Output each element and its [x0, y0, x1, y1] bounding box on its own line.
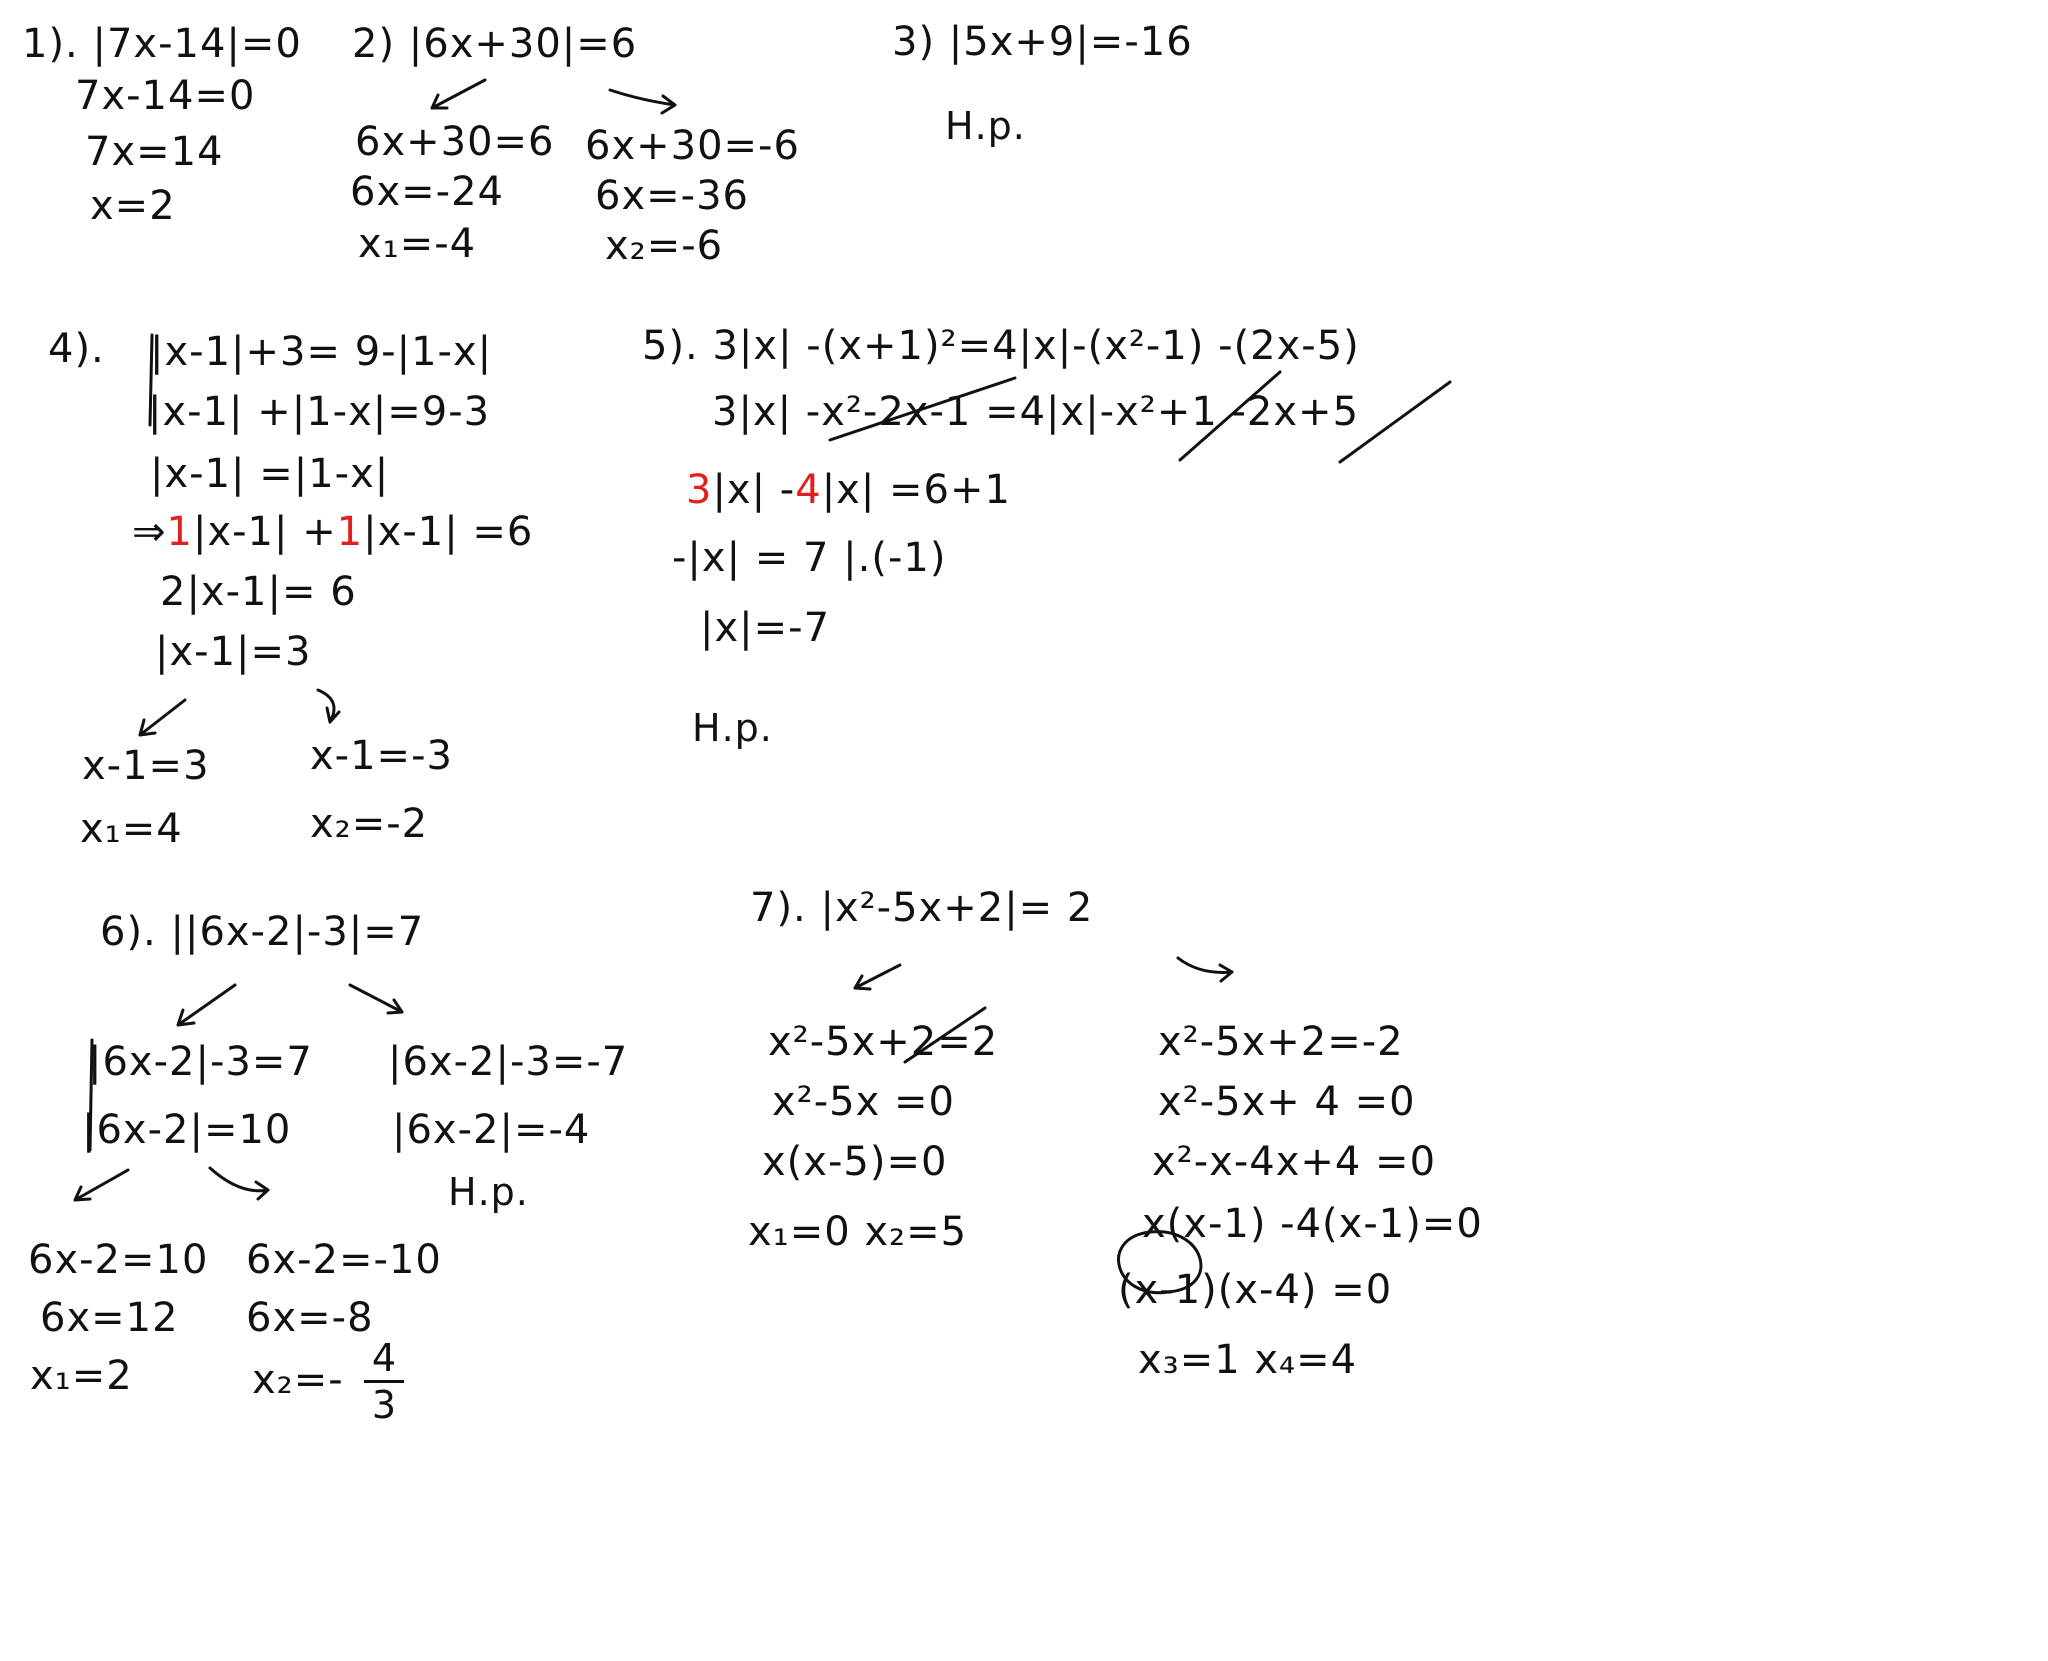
p6-right-line1: |6x-2|-3=-7 — [388, 1039, 629, 1085]
p5-line2: 3|x| -x²-2x-1 =4|x|-x²+1 -2x+5 — [712, 389, 1360, 435]
p6-ll-line1: 6x-2=10 — [28, 1237, 209, 1283]
p7-right-line4: x(x-1) -4(x-1)=0 — [1142, 1201, 1483, 1247]
p7-left-line3: x(x-5)=0 — [762, 1139, 948, 1185]
p4-line3: |x-1| =|1-x| — [150, 451, 390, 497]
p6-lr-line1: 6x-2=-10 — [246, 1237, 442, 1283]
p6-bracket-left — [90, 1040, 92, 1150]
p4-line5: 2|x-1|= 6 — [160, 569, 357, 615]
p1-line1: 7x-14=0 — [75, 73, 256, 119]
p6-header: 6). ||6x-2|-3|=7 — [100, 909, 425, 955]
p4-right-arrow — [318, 690, 339, 722]
p4-right-line1: x-1=-3 — [310, 733, 453, 779]
p2-right-line1: 6x+30=-6 — [585, 123, 800, 169]
p7-left-arrow — [855, 965, 900, 989]
p5-line3-end: |x| =6+1 — [821, 467, 1011, 513]
p6-ll-line3: x₁=2 — [30, 1353, 133, 1399]
p6-lr-line3: x₂=- — [252, 1357, 344, 1403]
p7-circle — [1119, 1232, 1201, 1293]
p6-left-line2: |6x-2|=10 — [82, 1107, 292, 1153]
p5-line3-mid: |x| - — [712, 467, 796, 513]
p1-header: 1). |7x-14|=0 — [22, 21, 302, 67]
implies-arrow: ⇒ — [132, 509, 167, 555]
p3-answer: Н.р. — [945, 104, 1026, 148]
p5-strike-3 — [1340, 382, 1450, 462]
p7-right-line1: x²-5x+2=-2 — [1158, 1019, 1404, 1065]
p6-right-answer: Н.р. — [448, 1170, 529, 1214]
p4-left-line1: x-1=3 — [82, 743, 210, 789]
p5-strike-1 — [830, 378, 1015, 440]
p4-right-line2: x₂=-2 — [310, 801, 429, 847]
p6-ll-line2: 6x=12 — [40, 1295, 179, 1341]
p3-header: 3) |5x+9|=-16 — [892, 19, 1193, 65]
p2-right-arrow — [610, 90, 675, 113]
p6-right-arrow — [350, 985, 402, 1013]
p7-right-arrow — [1178, 958, 1232, 981]
p2-header: 2) |6x+30|=6 — [352, 21, 638, 67]
p2-right-line3: x₂=-6 — [605, 223, 724, 269]
p7-header: 7). |x²-5x+2|= 2 — [750, 885, 1094, 931]
p7-right-line5: (x-1)(x-4) =0 — [1118, 1267, 1393, 1313]
p4-line4-mid: |x-1| + — [192, 509, 337, 555]
p7-right-line3: x²-x-4x+4 =0 — [1152, 1139, 1437, 1185]
p7-left-line2: x²-5x =0 — [772, 1079, 955, 1125]
p4-line2: |x-1| +|1-x|=9-3 — [148, 389, 491, 435]
p4-left-arrow — [140, 700, 185, 735]
p7-strike — [905, 1008, 985, 1062]
p4-bracket — [150, 335, 152, 425]
p4-left-line2: x₁=4 — [80, 806, 183, 852]
p2-left-line1: 6x+30=6 — [355, 119, 555, 165]
p5-red-coef-1: 3 — [686, 467, 713, 513]
p7-left-line1: x²-5x+2=2 — [768, 1019, 999, 1065]
p7-left-line4: x₁=0 x₂=5 — [748, 1209, 968, 1255]
p5-line4: -|x| = 7 |.(-1) — [672, 535, 947, 581]
p5-line1: 5). 3|x| -(x+1)²=4|x|-(x²-1) -(2x-5) — [642, 323, 1360, 369]
p1-line2: 7x=14 — [85, 129, 224, 175]
p4-line4-end: |x-1| =6 — [363, 509, 534, 555]
p6-ll-arrow — [75, 1170, 128, 1200]
p6-left-line1: |6x-2|-3=7 — [88, 1039, 313, 1085]
p2-left-arrow — [432, 80, 485, 108]
p5-line5: |x|=-7 — [700, 605, 831, 651]
p1-line3: x=2 — [90, 183, 176, 229]
p4-line1: |x-1|+3= 9-|1-x| — [150, 329, 493, 375]
p4-number: 4). — [48, 326, 105, 372]
p6-right-line2: |6x-2|=-4 — [392, 1107, 591, 1153]
p5-strike-2 — [1180, 372, 1280, 460]
fraction-numerator: 4 — [371, 1336, 397, 1380]
p6-lr-line2: 6x=-8 — [246, 1295, 374, 1341]
p4-red-coef-1: 1 — [166, 509, 193, 555]
fraction-denominator: 3 — [371, 1383, 397, 1427]
p2-right-line2: 6x=-36 — [595, 173, 749, 219]
p2-left-line3: x₁=-4 — [358, 221, 477, 267]
p4-red-coef-2: 1 — [336, 509, 364, 555]
p7-right-line6: x₃=1 x₄=4 — [1138, 1337, 1358, 1383]
p5-red-coef-2: 4 — [795, 467, 822, 513]
p7-right-line2: x²-5x+ 4 =0 — [1158, 1079, 1416, 1125]
p6-left-arrow — [178, 985, 235, 1025]
p2-left-line2: 6x=-24 — [350, 169, 504, 215]
p5-answer: Н.р. — [692, 706, 773, 750]
p6-lr-arrow — [210, 1168, 268, 1199]
p4-line6: |x-1|=3 — [155, 629, 312, 675]
